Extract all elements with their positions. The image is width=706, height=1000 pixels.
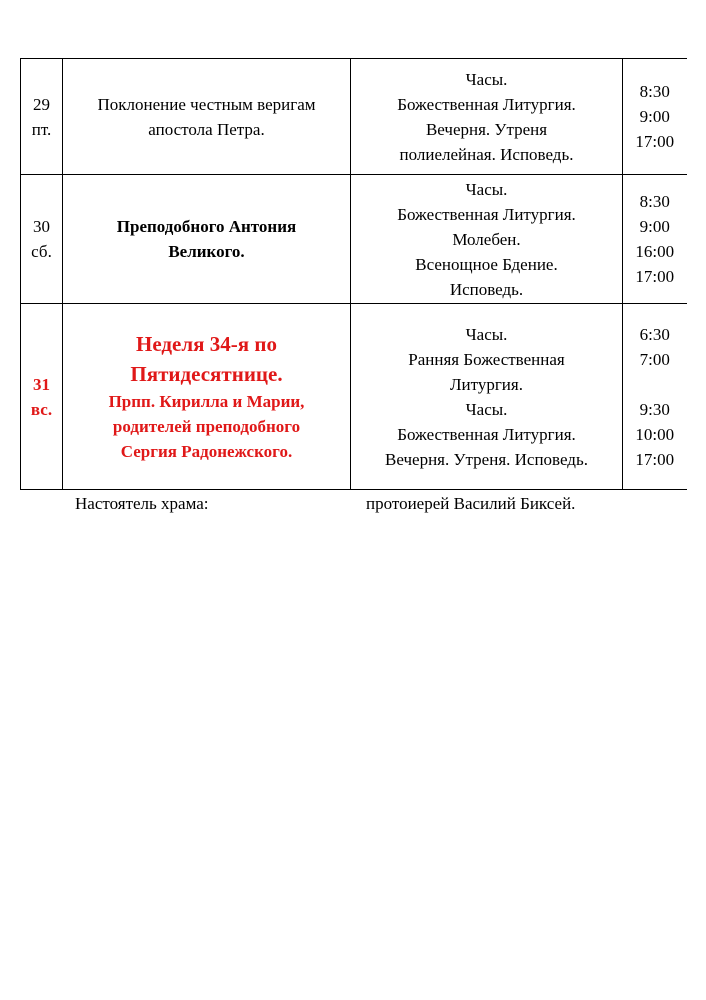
service-line: Молебен. bbox=[452, 229, 521, 249]
feast-line: Преподобного Антония bbox=[116, 217, 297, 236]
service-line: Часы. bbox=[465, 69, 508, 89]
service-time: 10:00 bbox=[635, 424, 675, 444]
rector-title: Настоятель храма: bbox=[75, 494, 209, 513]
service-time: 8:30 bbox=[639, 192, 670, 211]
service-line: Часы. bbox=[465, 399, 508, 419]
feast-title-line: Неделя 34-я по bbox=[136, 332, 277, 356]
day-number: 31 bbox=[33, 374, 50, 394]
service-line: Часы. bbox=[465, 179, 508, 199]
weekday-label: пт. bbox=[31, 119, 52, 139]
times-cell bbox=[623, 59, 687, 175]
service-time: 16:00 bbox=[635, 242, 675, 261]
date-cell bbox=[21, 304, 63, 490]
times-cell bbox=[623, 304, 687, 490]
feast-line: Поклонение честным веригам bbox=[97, 94, 316, 114]
service-time: 8:30 bbox=[639, 82, 670, 101]
service-time: 9:00 bbox=[639, 217, 670, 236]
service-time: 6:30 bbox=[639, 324, 670, 344]
service-time: 17:00 bbox=[635, 132, 675, 151]
schedule-row-30 bbox=[21, 175, 687, 304]
service-line: Вечерня. Утреня bbox=[425, 119, 548, 139]
signature-footer bbox=[0, 494, 706, 518]
feast-cell bbox=[63, 304, 351, 490]
feast-title-line: Пятидесятнице. bbox=[130, 362, 283, 386]
feast-line: апостола Петра. bbox=[148, 119, 265, 139]
service-line: Исповедь. bbox=[449, 279, 524, 299]
times-cell bbox=[623, 175, 687, 304]
time-spacer bbox=[623, 372, 687, 397]
service-line: Вечерня. Утреня. Исповедь. bbox=[385, 449, 588, 469]
service-time: 17:00 bbox=[635, 267, 675, 286]
services-cell bbox=[351, 175, 623, 304]
services-cell bbox=[351, 59, 623, 175]
feast-cell bbox=[63, 175, 351, 304]
schedule-row-29 bbox=[21, 59, 687, 175]
service-line: Всенощное Бдение. bbox=[415, 254, 558, 274]
service-line: Божественная Литургия. bbox=[397, 204, 576, 224]
service-time: 9:30 bbox=[639, 399, 670, 419]
feast-line: Великого. bbox=[168, 242, 245, 261]
service-line: Ранняя Божественная bbox=[408, 349, 565, 369]
feast-sub-line: Прпп. Кирилла и Марии, bbox=[108, 392, 305, 411]
feast-cell bbox=[63, 59, 351, 175]
service-time: 7:00 bbox=[639, 349, 670, 369]
schedule-row-31 bbox=[21, 304, 687, 490]
schedule-table bbox=[20, 58, 687, 490]
service-time: 17:00 bbox=[635, 449, 675, 469]
services-cell bbox=[351, 304, 623, 490]
service-time: 9:00 bbox=[639, 107, 670, 126]
day-number: 30 bbox=[33, 217, 50, 236]
rector-name: протоиерей Василий Биксей. bbox=[366, 494, 576, 513]
service-line: Божественная Литургия. bbox=[397, 94, 576, 114]
feast-sub-line: Сергия Радонежского. bbox=[120, 442, 293, 461]
feast-sub-line: родителей преподобного bbox=[112, 417, 301, 436]
weekday-label: вс. bbox=[30, 399, 53, 419]
service-line: Божественная Литургия. bbox=[397, 424, 576, 444]
day-number: 29 bbox=[33, 94, 50, 114]
service-line: Часы. bbox=[465, 324, 508, 344]
date-cell bbox=[21, 175, 63, 304]
service-line: Литургия. bbox=[450, 374, 523, 394]
date-cell bbox=[21, 59, 63, 175]
weekday-label: сб. bbox=[31, 242, 52, 261]
service-line: полиелейная. Исповедь. bbox=[399, 144, 574, 164]
